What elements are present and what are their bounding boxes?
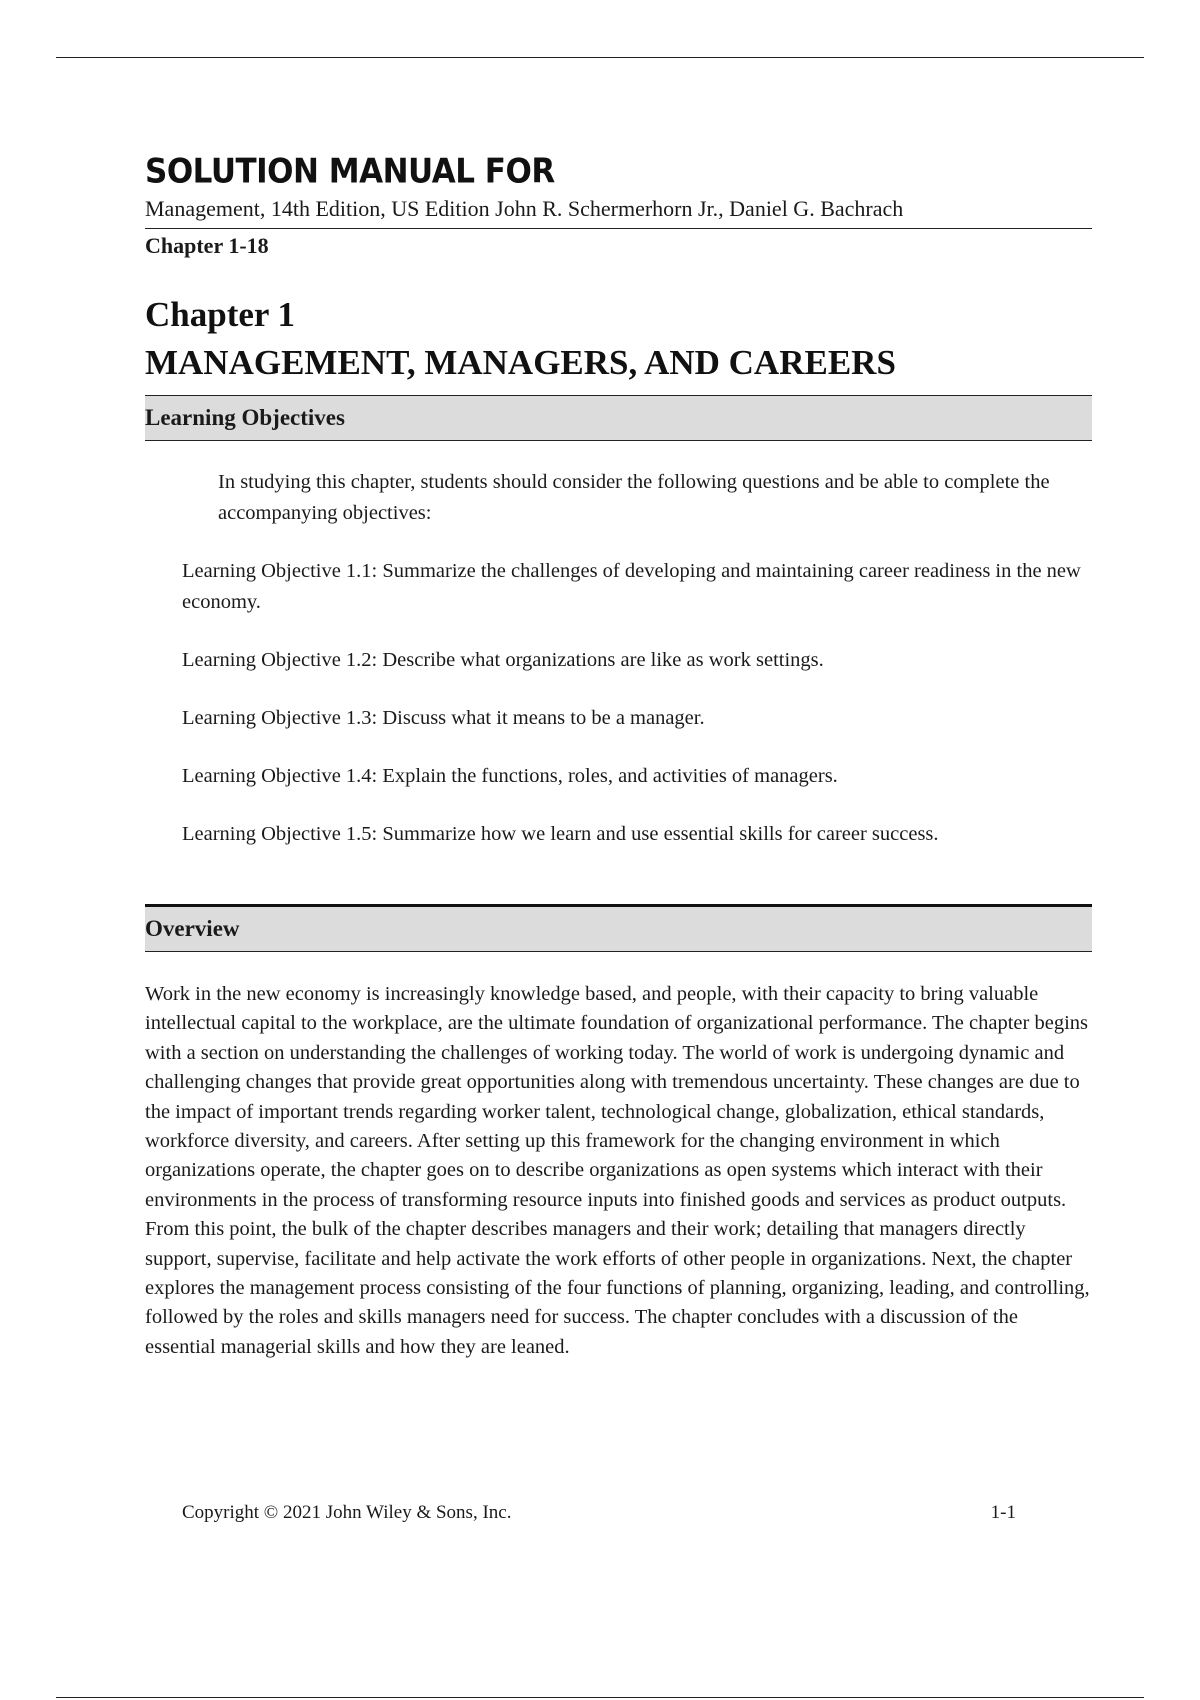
manual-title: SOLUTION MANUAL FOR	[145, 152, 555, 192]
learning-objectives-heading: Learning Objectives	[145, 396, 1092, 441]
objectives-list	[145, 556, 1092, 850]
overview-paragraph: Work in the new economy is increasingly knowledge based, and people, with their capacity to bring valuable intellectual capital to the workplace, are the ultimate foundation of organizational performance. The chapter begins with a section on understanding the challenges of working today. The world of work is undergoing dynamic and challenging changes that provide great opportunities along with tremendous uncertainty. These changes are due to the impact of important trends regarding worker talent, technological change, globalization, ethical standards, workforce diversity, and careers. After setting up this framework for the changing environment in which organizations operate, the chapter goes on to describe organizations as open systems which interact with their environments in the process of transforming resource inputs into finished goods and services as product outputs. From this point, the bulk of the chapter describes managers and their work; detailing that managers directly support, supervise, facilitate and help activate the work efforts of other people in organizations. Next, the chapter explores the management process consisting of the four functions of planning, organizing, leading, and controlling, followed by the roles and skills managers need for success. The chapter concludes with a discussion of the essential managerial skills and how they are leaned.	[145, 983, 1090, 1358]
page-footer	[182, 1500, 1016, 1526]
chapter-number: Chapter 1	[145, 295, 296, 334]
bottom-page-rule	[56, 1697, 1144, 1698]
learning-objective-1-4: Learning Objective 1.4: Explain the functions, roles, and activities of managers.	[182, 765, 838, 787]
overview-heading: Overview	[145, 904, 1092, 952]
page-number: 1-1	[990, 1502, 1016, 1523]
learning-objective-1-5: Learning Objective 1.5: Summarize how we learn and use essential skills for career success.	[182, 823, 939, 845]
learning-objective-1-3: Learning Objective 1.3: Discuss what it means to be a manager.	[182, 707, 705, 729]
learning-objective-1-1: Learning Objective 1.1: Summarize the challenges of developing and maintaining career readiness in the new economy.	[182, 560, 1081, 613]
copyright-notice: Copyright © 2021 John Wiley & Sons, Inc.	[182, 1502, 512, 1523]
book-subtitle: Management, 14th Edition, US Edition John R. Schermerhorn Jr., Daniel G. Bachrach	[145, 194, 1092, 229]
document-content	[145, 150, 1092, 1362]
chapters-range: Chapter 1-18	[145, 233, 269, 258]
top-page-rule	[56, 57, 1144, 58]
chapter-title: MANAGEMENT, MANAGERS, AND CAREERS	[145, 339, 1092, 396]
objectives-intro: In studying this chapter, students should consider the following questions and be able to complete the accompanying objectives:	[218, 471, 1050, 524]
learning-objective-1-2: Learning Objective 1.2: Describe what organizations are like as work settings.	[182, 649, 824, 671]
